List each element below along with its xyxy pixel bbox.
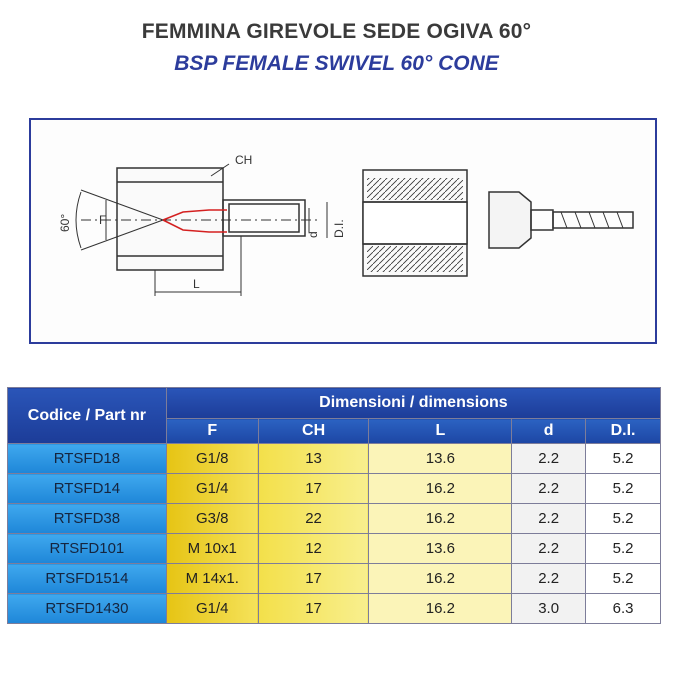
table-row: [8, 444, 661, 474]
label-f: F: [99, 213, 107, 227]
table-row: [8, 504, 661, 534]
section-view: [76, 164, 327, 296]
cell-f: G3/8: [166, 504, 258, 534]
dimensions-table: [7, 387, 661, 624]
part-code: RTSFD18: [8, 444, 167, 474]
cell-l: 13.6: [369, 444, 512, 474]
title-italian: FEMMINA GIREVOLE SEDE OGIVA 60°: [141, 20, 532, 43]
cell-d: 2.2: [512, 564, 586, 594]
cell-ch: 17: [258, 594, 369, 624]
cell-di: 5.2: [586, 504, 661, 534]
part-code: RTSFD14: [8, 474, 167, 504]
cell-l: 16.2: [369, 504, 512, 534]
technical-drawing: [29, 118, 657, 344]
cell-ch: 12: [258, 534, 369, 564]
cell-f: M 10x1: [166, 534, 258, 564]
cell-l: 16.2: [369, 594, 512, 624]
fitting-view: [489, 192, 633, 248]
table-header-row: [8, 388, 661, 419]
fitting-drawing-svg: [31, 120, 657, 344]
cell-di: 5.2: [586, 444, 661, 474]
column-header-l: L: [369, 419, 512, 444]
cell-d: 2.2: [512, 504, 586, 534]
cell-l: 16.2: [369, 474, 512, 504]
cell-d: 2.2: [512, 444, 586, 474]
column-header-d: d: [512, 419, 586, 444]
cell-l: 16.2: [369, 564, 512, 594]
cell-f: G1/4: [166, 474, 258, 504]
part-code: RTSFD1430: [8, 594, 167, 624]
column-header-di: D.I.: [586, 419, 661, 444]
cell-d: 2.2: [512, 474, 586, 504]
title-english: BSP FEMALE SWIVEL 60° CONE: [174, 52, 499, 75]
nut-view: [363, 170, 467, 276]
code-header: Codice / Part nr: [8, 388, 167, 444]
label-di: D.I.: [332, 219, 346, 238]
cell-di: 5.2: [586, 474, 661, 504]
part-code: RTSFD101: [8, 534, 167, 564]
label-l: L: [193, 277, 200, 291]
cell-f: G1/8: [166, 444, 258, 474]
cell-ch: 17: [258, 474, 369, 504]
label-ch: CH: [235, 153, 253, 167]
cell-ch: 22: [258, 504, 369, 534]
table-row: [8, 564, 661, 594]
cell-d: 2.2: [512, 534, 586, 564]
cell-f: G1/4: [166, 594, 258, 624]
cell-di: 6.3: [586, 594, 661, 624]
table-row: [8, 474, 661, 504]
cell-di: 5.2: [586, 534, 661, 564]
column-header-f: F: [166, 419, 258, 444]
column-header-ch: CH: [258, 419, 369, 444]
cell-d: 3.0: [512, 594, 586, 624]
table-row: [8, 534, 661, 564]
cell-ch: 17: [258, 564, 369, 594]
table-row: [8, 594, 661, 624]
cell-di: 5.2: [586, 564, 661, 594]
cell-f: M 14x1.: [166, 564, 258, 594]
part-code: RTSFD1514: [8, 564, 167, 594]
part-code: RTSFD38: [8, 504, 167, 534]
cell-l: 13.6: [369, 534, 512, 564]
cell-ch: 13: [258, 444, 369, 474]
dimensions-header: Dimensioni / dimensions: [166, 388, 660, 419]
label-angle: 60°: [58, 213, 72, 232]
label-d: d: [306, 231, 320, 238]
